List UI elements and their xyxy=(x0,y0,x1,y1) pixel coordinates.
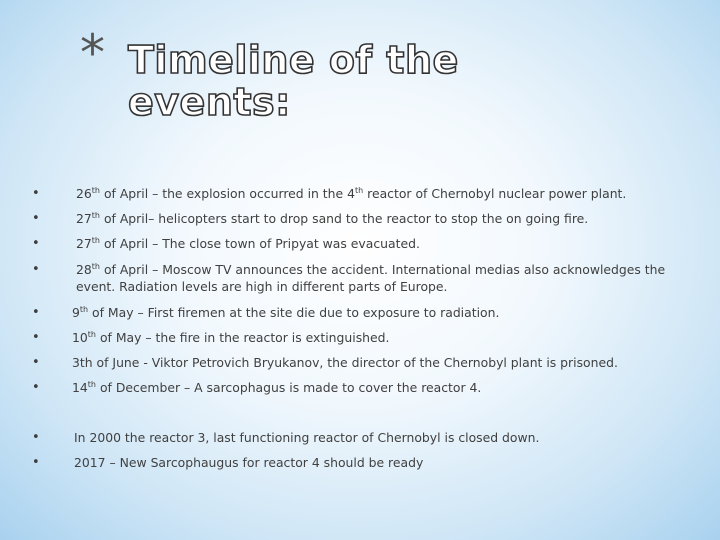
timeline-item-text: 9th of May – First firemen at the site die due to exposure to radiation. xyxy=(72,305,500,320)
slide-title: Timeline of the events: xyxy=(128,38,459,124)
bullet-icon: • xyxy=(32,305,40,320)
timeline-item-text: 14th of December – A sarcophagus is made to cover the reactor 4. xyxy=(72,380,482,395)
timeline-item-text: 27th of April– helicopters start to drop sand to the reactor to stop the on going fire. xyxy=(76,211,589,226)
title-asterisk-icon: * xyxy=(80,24,105,82)
bullet-icon: • xyxy=(32,186,40,201)
timeline-item-text: 2017 – New Sarcophaugus for reactor 4 should be ready xyxy=(74,455,424,470)
bullet-icon: • xyxy=(32,211,40,226)
bullet-icon: • xyxy=(32,430,40,445)
timeline-item-text: 3th of June - Viktor Petrovich Bryukanov, the director of the Chernobyl plant is prisoned. xyxy=(72,355,618,370)
timeline-item-text: 10th of May – the fire in the reactor is extinguished. xyxy=(72,330,390,345)
timeline-item-text: 27th of April – The close town of Pripyat was evacuated. xyxy=(76,236,420,251)
bullet-icon: • xyxy=(32,355,40,370)
bullet-icon: • xyxy=(32,236,40,251)
bullet-icon: • xyxy=(32,330,40,345)
timeline-item-text: 26th of April – the explosion occurred in the 4th reactor of Chernobyl nuclear power plant. xyxy=(76,186,627,201)
bullet-icon: • xyxy=(32,380,40,395)
bullet-icon: • xyxy=(32,455,40,470)
timeline-item-text: In 2000 the reactor 3, last functioning reactor of Chernobyl is closed down. xyxy=(74,430,540,445)
timeline-item-text: 28th of April – Moscow TV announces the accident. International medias also acknowledges the event. Radiation levels are high in different parts of Europe. xyxy=(76,262,666,294)
bullet-icon: • xyxy=(32,262,40,277)
